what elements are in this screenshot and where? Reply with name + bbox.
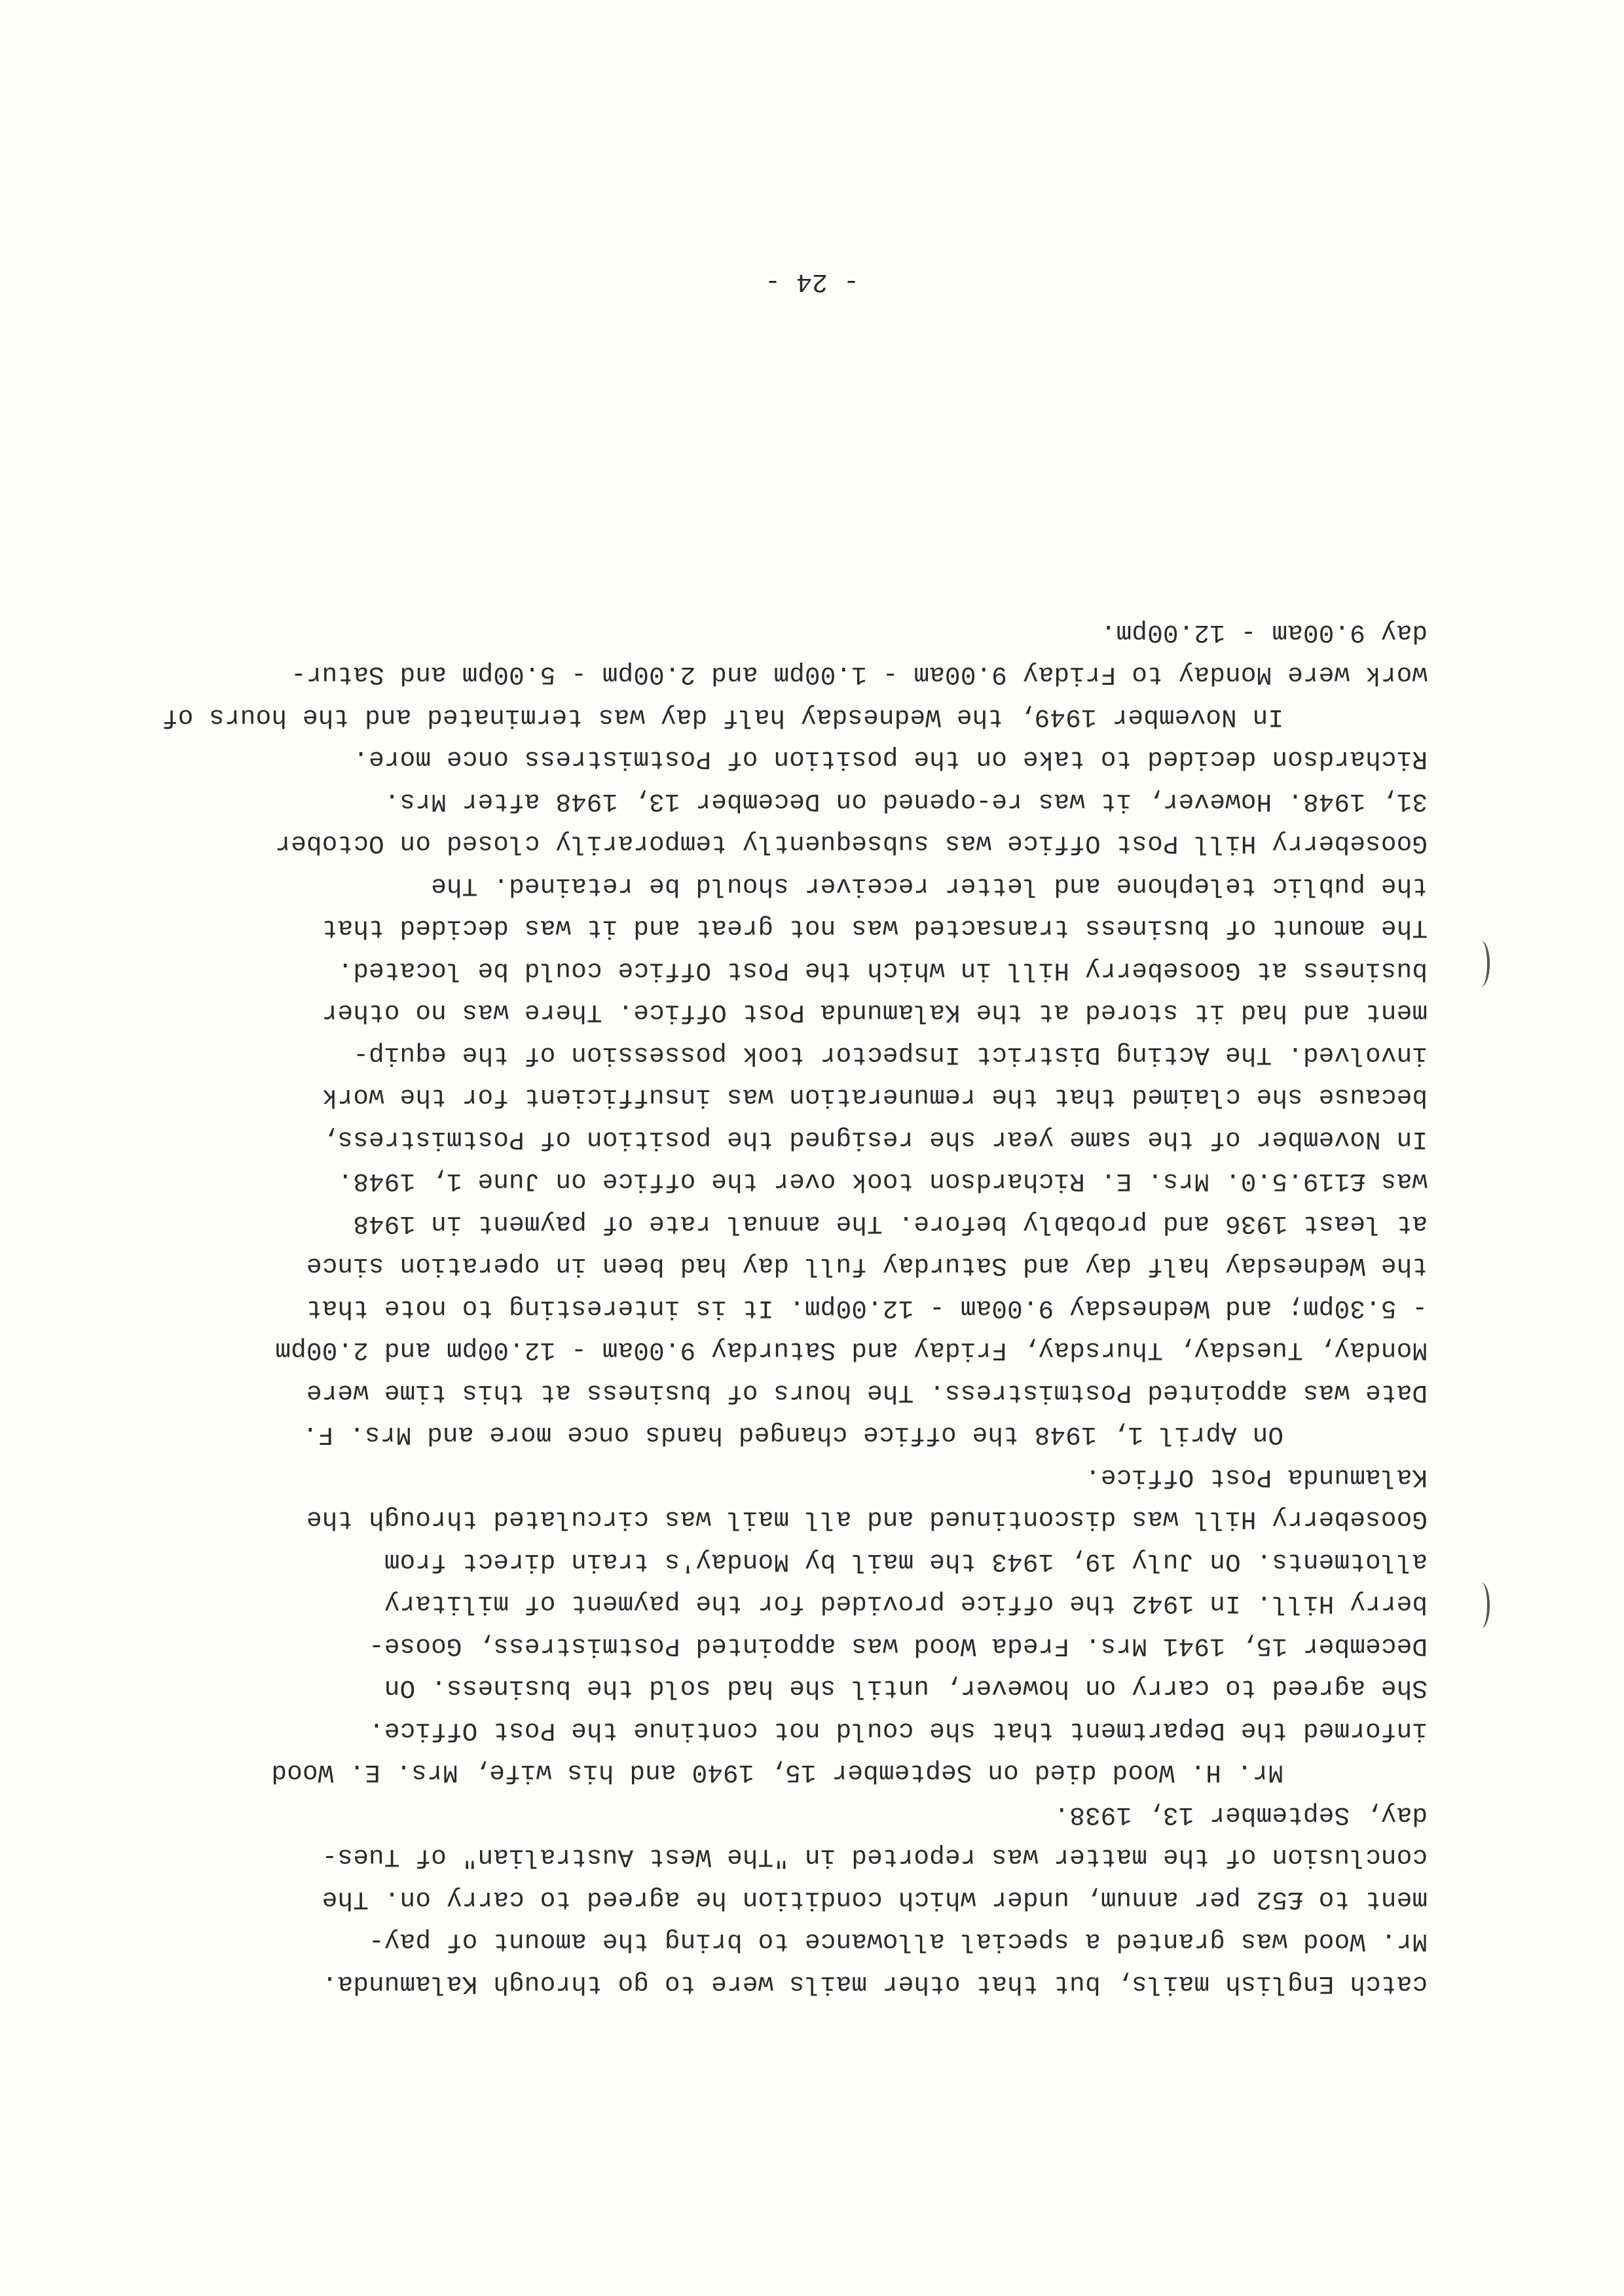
text-line: Mr. Wood was granted a special allowance to bring the amount of pay- xyxy=(368,1927,1428,1957)
text-line: On April 1, 1948 the office changed hands once more and Mrs. F. xyxy=(302,1420,1283,1450)
text-line: December 15, 1941 Mrs. Freda Wood was appointed Postmistress, Goose- xyxy=(368,1631,1428,1661)
text-line: the public telephone and letter receiver should be retained. The xyxy=(430,871,1428,901)
text-line: ment to £52 per annum, under which condition he agreed to carry on. The xyxy=(322,1885,1428,1914)
text-line: informed the Department that she could not continue the Post Office. xyxy=(368,1716,1428,1745)
text-line: day, September 13, 1938. xyxy=(1054,1800,1428,1830)
text-line: In November of the same year she resigned the position of Postmistress, xyxy=(322,1125,1428,1154)
text-line: allotments. On July 19, 1943 the mail by Monday's train direct from xyxy=(384,1547,1428,1576)
text-line: The amount of business transacted was not great and it was decided that xyxy=(322,913,1428,943)
text-line: ment and had it stored at the Kalamunda Post Office. There was no other xyxy=(322,998,1428,1028)
text-line: at least 1936 and probably before. The annual rate of payment in 1948 xyxy=(353,1209,1428,1239)
text-line: Date was appointed Postmistress. The hours of business at this time were xyxy=(306,1378,1428,1408)
text-line: day 9.00am - 12.00pm. xyxy=(1100,618,1428,647)
text-line: - 5.30pm; and Wednesday 9.00am - 12.00pm. It is interesting to note that xyxy=(306,1294,1428,1323)
text-line: because she claimed that the remuneration was insufficient for the work xyxy=(322,1082,1428,1112)
text-line: Gooseberry Hill Post Office was subsequently temporarily closed on October xyxy=(275,829,1428,859)
text-line: conclusion of the matter was reported in "The West Australian" of Tues- xyxy=(322,1842,1428,1872)
page-number: - 24 - xyxy=(764,266,860,296)
text-line: Kalamunda Post Office. xyxy=(1084,1463,1428,1492)
text-line: Richardson decided to take on the position of Postmistress once more. xyxy=(353,744,1428,774)
text-line: Mr. H. Wood died on September 15, 1940 and his wife, Mrs. E. Wood xyxy=(271,1758,1283,1788)
text-line: berry Hill. In 1942 the office provided for the payment of military xyxy=(384,1589,1428,1619)
text-line: involved. The Acting District Inspector took possession of the equip- xyxy=(353,1040,1428,1070)
text-line: the Wednesday half day and Saturday full day had been in operation since xyxy=(306,1251,1428,1281)
text-line: Gooseberry Hill was discontinued and all mail was circulated through the xyxy=(306,1504,1428,1535)
text-line: 31, 1948. However, it was re-opened on December 13, 1948 after Mrs. xyxy=(384,787,1428,816)
text-line: In November 1949, the Wednesday half day was terminated and the hours of xyxy=(162,702,1283,732)
text-line: catch English mails, but that other mails were to go through Kalamunda. xyxy=(322,1969,1428,1999)
text-line: work were Monday to Friday 9.00am - 1.00pm and 2.00pm - 5.00pm and Satur- xyxy=(290,660,1428,690)
text-line: business at Gooseberry Hill in which the Post Office could be located. xyxy=(337,956,1428,985)
body-text xyxy=(162,611,1428,2005)
text-line: She agreed to carry on however, until she had sold the business. On xyxy=(384,1673,1428,1704)
punch-hole-mark xyxy=(1473,941,1490,987)
text-line: was £119.5.0. Mrs. E. Richardson took over the office on June 1, 1948. xyxy=(337,1167,1428,1197)
punch-hole-mark xyxy=(1473,1582,1490,1628)
text-line: Monday, Tuesday, Thursday, Friday and Saturday 9.00am - 12.00pm and 2.00pm xyxy=(275,1336,1428,1366)
